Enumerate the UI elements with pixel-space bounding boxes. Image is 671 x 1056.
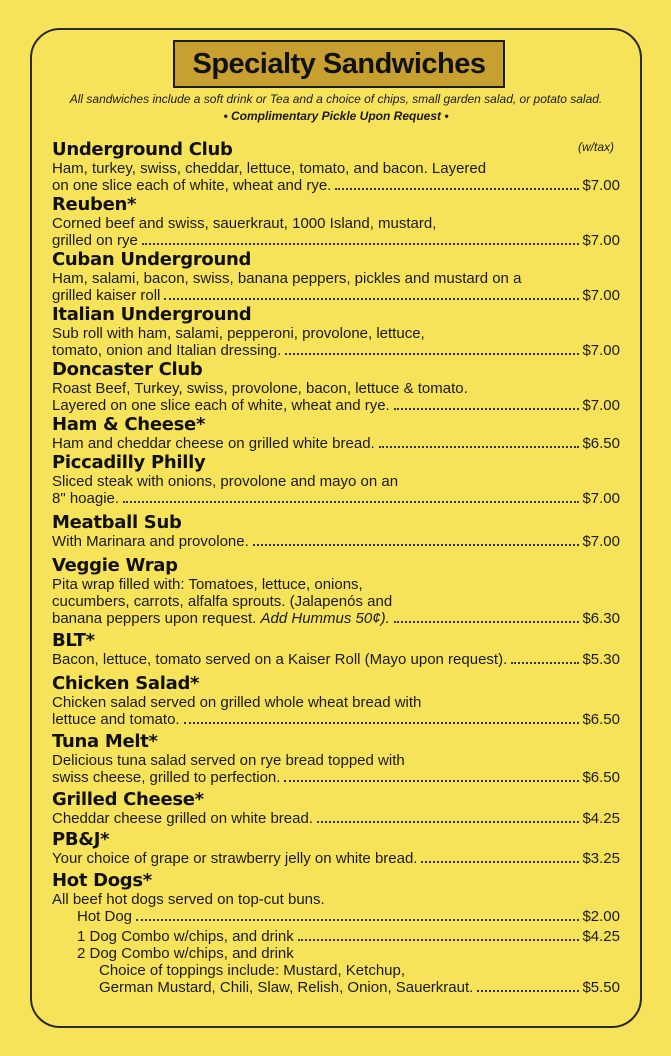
item-price: $6.30: [582, 610, 620, 627]
item-desc-last: Bacon, lettuce, tomato served on a Kaiser Roll (Mayo upon request).: [52, 651, 508, 668]
item-desc: Delicious tuna salad served on rye bread topped with: [52, 752, 405, 769]
menu-item: [52, 829, 620, 867]
menu-item: [52, 555, 620, 627]
menu-item: [52, 673, 620, 728]
menu-item: [52, 304, 620, 359]
menu-item: [52, 194, 620, 249]
item-price: $4.25: [582, 810, 620, 827]
item-name: Chicken Salad*: [52, 673, 200, 694]
item-price: $4.25: [582, 928, 620, 945]
item-name: Underground Club: [52, 139, 233, 160]
item-name: Grilled Cheese*: [52, 789, 204, 810]
page-title: Specialty Sandwiches: [192, 47, 486, 80]
item-desc: Corned beef and swiss, sauerkraut, 1000 Island, mustard,: [52, 215, 437, 232]
toppings-text: German Mustard, Chili, Slaw, Relish, Onion, Sauerkraut.: [99, 979, 474, 996]
item-price: $6.50: [582, 435, 620, 452]
item-desc: Ham, turkey, swiss, cheddar, lettuce, tomato, and bacon. Layered: [52, 160, 487, 177]
item-name: Cuban Underground: [52, 249, 252, 270]
item-desc-last: grilled kaiser roll: [52, 287, 161, 304]
item-price: $6.50: [582, 769, 620, 786]
item-name: Meatball Sub: [52, 512, 182, 533]
item-price: $5.50: [582, 979, 620, 996]
tax-note: (w/tax): [578, 140, 614, 154]
item-price: $7.00: [582, 287, 620, 304]
item-desc-last: Layered on one slice each of white, wheat and rye.: [52, 397, 390, 414]
item-price: $7.00: [582, 342, 620, 359]
item-price: $2.00: [582, 908, 620, 925]
hotdog-option: 2 Dog Combo w/chips, and drink: [77, 945, 294, 962]
item-desc-last: Cheddar cheese grilled on white bread.: [52, 810, 313, 827]
item-name: Reuben*: [52, 194, 137, 215]
item-desc-last: on one slice each of white, wheat and rye.: [52, 177, 332, 194]
item-desc-last: lettuce and tomato.: [52, 711, 180, 728]
menu-item: [52, 789, 620, 827]
item-name: Italian Underground: [52, 304, 252, 325]
item-desc-last: grilled on rye: [52, 232, 138, 249]
menu-item: [52, 249, 620, 304]
menu-item: [52, 452, 620, 507]
item-desc: Sub roll with ham, salami, pepperoni, provolone, lettuce,: [52, 325, 425, 342]
menu-item-hotdogs: [52, 870, 620, 996]
item-name: Ham & Cheese*: [52, 414, 206, 435]
item-name: Veggie Wrap: [52, 555, 178, 576]
hotdog-option: 1 Dog Combo w/chips, and drink: [77, 928, 294, 945]
menu-item: [52, 630, 620, 668]
item-name: PB&J*: [52, 829, 110, 850]
item-desc-last: Ham and cheddar cheese on grilled white bread.: [52, 435, 375, 452]
item-name: Tuna Melt*: [52, 731, 158, 752]
item-addon: Add Hummus 50¢).: [260, 610, 390, 627]
item-name: Doncaster Club: [52, 359, 203, 380]
item-price: $7.00: [582, 397, 620, 414]
item-price: $7.00: [582, 177, 620, 194]
menu-item: [52, 731, 620, 786]
menu-items: [52, 139, 620, 996]
menu-item: [52, 414, 620, 452]
item-price: $5.30: [582, 651, 620, 668]
toppings-text: Choice of toppings include: Mustard, Ketchup,: [99, 962, 406, 979]
menu-item: [52, 139, 620, 194]
item-name: BLT*: [52, 630, 95, 651]
title-banner: [173, 40, 505, 88]
item-desc: Roast Beef, Turkey, swiss, provolone, bacon, lettuce & tomato.: [52, 380, 468, 397]
item-price: $7.00: [582, 490, 620, 507]
item-price: $3.25: [582, 850, 620, 867]
pickle-note: • Complimentary Pickle Upon Request •: [223, 109, 449, 123]
item-desc-last: tomato, onion and Italian dressing.: [52, 342, 282, 359]
item-desc: cucumbers, carrots, alfalfa sprouts. (Jalapenós and: [52, 593, 393, 610]
item-desc: Sliced steak with onions, provolone and mayo on an: [52, 473, 399, 490]
item-price: $7.00: [582, 232, 620, 249]
item-price: $7.00: [582, 533, 620, 550]
item-name: Hot Dogs*: [52, 870, 152, 891]
intro-text: All sandwiches include a soft drink or Tea and a choice of chips, small garden salad, or potato salad.: [69, 92, 603, 106]
hotdog-option: Hot Dog: [77, 908, 133, 925]
item-desc-last: banana peppers upon request.: [52, 610, 257, 627]
item-desc-last: 8" hoagie.: [52, 490, 120, 507]
item-name: Piccadilly Philly: [52, 452, 206, 473]
item-desc-last: Your choice of grape or strawberry jelly on white bread.: [52, 850, 418, 867]
item-price: $6.50: [582, 711, 620, 728]
item-desc-last: swiss cheese, grilled to perfection.: [52, 769, 281, 786]
item-desc: Ham, salami, bacon, swiss, banana peppers, pickles and mustard on a: [52, 270, 522, 287]
menu-item: [52, 359, 620, 414]
item-desc-last: With Marinara and provolone.: [52, 533, 249, 550]
menu-item: [52, 512, 620, 550]
item-desc: Chicken salad served on grilled whole wheat bread with: [52, 694, 422, 711]
item-desc: Pita wrap filled with: Tomatoes, lettuce, onions,: [52, 576, 363, 593]
item-desc: All beef hot dogs served on top-cut buns.: [52, 891, 325, 908]
